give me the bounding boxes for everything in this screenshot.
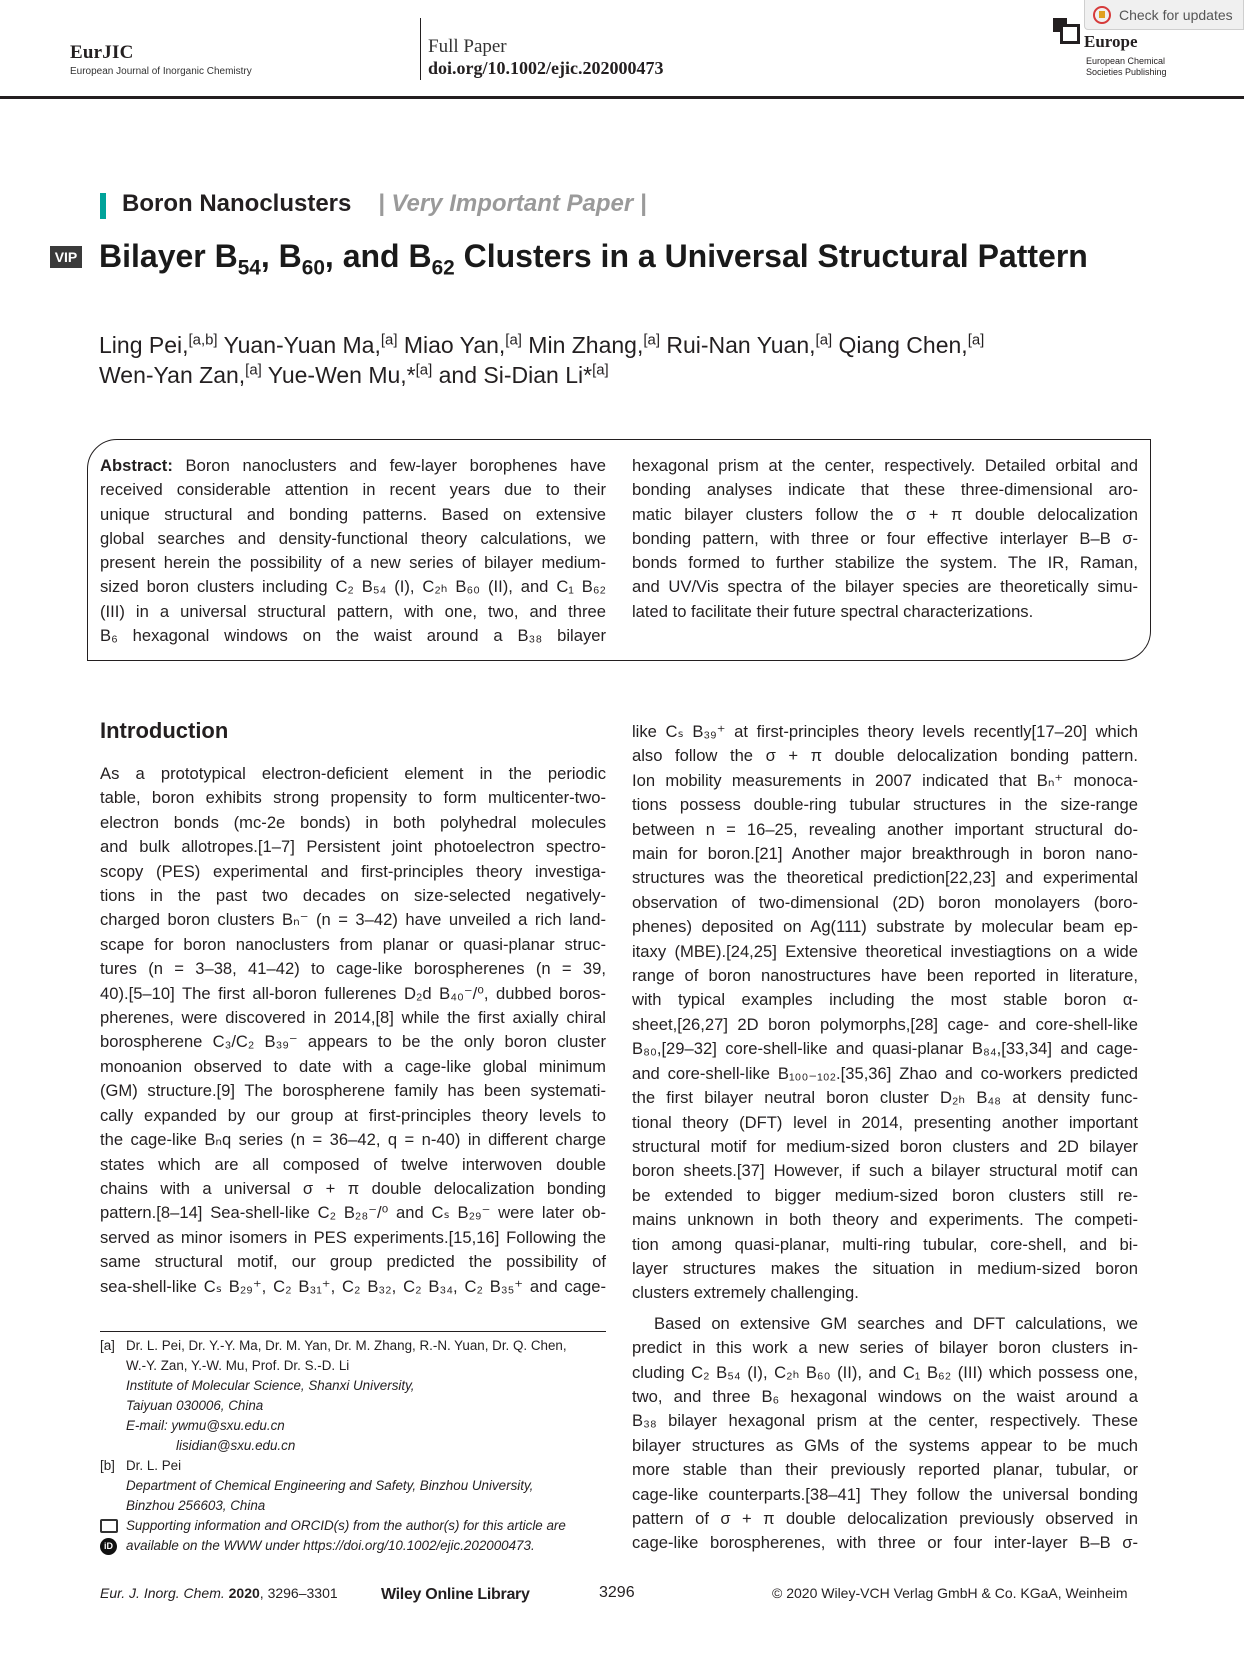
abstract-line: bonding analyses indicate that these three-dimensional aro- [632,480,1138,500]
body-line: pattern of σ + π double delocalization previously observed in [632,1509,1138,1528]
author-name: Yuan-Yuan Ma, [217,332,381,358]
abstract-line: received considerable attention in recent years due to their [100,480,606,500]
body-line: scape for boron nanoclusters from planar or quasi-planar struc- [100,934,606,954]
introduction-heading: Introduction [100,718,229,743]
body-line: borospherene C₃/C₂ B₃₉⁻ appears to be the only boron cluster [100,1032,606,1052]
abstract-label: Abstract: [100,456,173,475]
supporting-info-note [100,1516,620,1536]
email-line[interactable]: lisidian@sxu.edu.cn [176,1438,296,1453]
abstract-line: bonds formed to further stabilize the system. The IR, Raman, [632,553,1138,573]
author-name: Qiang Chen, [832,332,968,358]
header-divider [420,18,421,80]
body-line: the first bilayer neutral boron cluster D₂ₕ B₄₈ at density func- [632,1088,1138,1108]
abstract-line: hexagonal prism at the center, respectively. Detailed orbital and [632,456,1138,475]
journal-full-name: European Journal of Inorganic Chemistry [70,66,252,77]
footnote-tag: [a] [100,1338,115,1353]
body-line: main for boron.[21] Another major breakthrough in boron nano- [632,844,1138,864]
email-line[interactable]: E-mail: ywmu@sxu.edu.cn [126,1418,285,1433]
body-line: predict in this work a new series of bilayer boron clusters in- [632,1338,1138,1358]
author-name: Ling Pei, [99,332,189,358]
abstract-line: present herein the possibility of a new series of bilayer medium- [100,553,606,573]
footnote-line: Department of Chemical Engineering and Safety, Binzhou University, [126,1478,534,1493]
left-body-column [100,762,606,1299]
body-line: electron bonds (mc-2e bonds) in both polyhedral molecules [100,812,606,832]
title-part: Bilayer B [99,238,238,274]
author-affiliation: [a] [643,331,660,349]
section-label: Boron Nanoclusters [122,190,352,217]
vip-label: | Very Important Paper | [378,190,647,217]
title-part: , B [260,238,302,274]
body-line: two, and three B₆ hexagonal windows on the waist around a [632,1386,1138,1406]
body-line: served as minor isomers in PES experiments.[15,16] Following the [100,1227,606,1247]
author-affiliation: [a] [380,331,398,349]
author-affiliation: [a] [505,331,522,349]
abstract-line: B₆ hexagonal windows on the waist around a B₃₈ bilayer [100,626,606,646]
title-subscript: 62 [431,256,455,280]
abstract-line: unique structural and bonding patterns. Based on extensive [100,504,606,524]
supporting-info-link[interactable]: available on the WWW under https://doi.org/10.1002/ejic.202000473. [126,1538,535,1553]
title-part: Clusters in a Universal Structural Pattern [454,238,1088,274]
title-subscript: 60 [301,256,325,280]
abstract-line [100,454,606,478]
supporting-information-icon [100,1519,118,1533]
body-line: layer structures makes the situation in medium-sized boron [632,1258,1138,1278]
body-line: more stable than their previously reported planar, tubular, or [632,1460,1138,1480]
body-line: phenes) deposited on Ag(111) substrate by molecular beam ep- [632,917,1138,937]
body-line: observation of two-dimensional (2D) boron monolayers (boro- [632,892,1138,912]
body-line: structural motif for medium-sized boron clusters and 2D bilayer [632,1136,1138,1156]
body-line: itaxy (MBE).[24,25] Extensive theoretical investiagtions on a wide [632,941,1138,961]
body-line: between n = 16–25, revealing another important structural do- [632,819,1138,839]
body-line: chains with a universal σ + π double delocalization bonding [100,1178,606,1198]
title-part: , and B [324,238,432,274]
footnote-line: Dr. L. Pei, Dr. Y.-Y. Ma, Dr. M. Yan, Dr. M. Zhang, R.-N. Yuan, Dr. Q. Chen, [126,1338,567,1353]
chempubsoc-logo-frame-icon [1060,24,1080,44]
body-line: sea-shell-like Cₛ B₂₉⁺, C₂ B₃₁⁺, C₂ B₃₂, C₂ B₃₄, C₂ B₃₅⁺ and cage- [100,1276,606,1296]
abstract-line: lated to facilitate their future spectral characterizations. [632,601,1034,621]
body-line: and core-shell-like B₁₀₀₋₁₀₂.[35,36] Zhao and co-workers predicted [632,1063,1138,1083]
body-line: B₃₈ bilayer hexagonal prism at the center, respectively. These [632,1411,1138,1431]
body-line: Based on extensive GM searches and DFT calculations, we [654,1313,1138,1333]
author-affiliation: [a] [245,361,262,379]
orcid-note [100,1536,620,1556]
body-line: be extended to bigger medium-sized boron clusters still re- [632,1185,1138,1205]
affiliations-footnote [100,1336,620,1556]
body-line: like Cₛ B₃₉⁺ at first-principles theory levels recently[17–20] which [632,722,1138,741]
footnote-line: Supporting information and ORCID(s) from the author(s) for this article are [126,1518,566,1533]
affiliation-b [100,1456,620,1516]
footnote-line: Institute of Molecular Science, Shanxi University, [126,1378,415,1393]
footnote-line: Dr. L. Pei [126,1458,182,1473]
abstract-line: sized boron clusters including C₂ B₅₄ (I), C₂ₕ B₆₀ (II), and C₁ B₆₂ [100,577,606,597]
body-line: the cage-like Bₙq series (n = 36–42, q = n-40) in different charge [100,1130,606,1150]
footnote-line: Taiyuan 030006, China [126,1398,264,1413]
wiley-online-library-link[interactable]: Wiley Online Library [381,1586,530,1603]
abstract-left-column [100,454,606,648]
publisher-subtitle [1086,56,1167,78]
article-type: Full Paper [428,36,507,57]
check-for-updates-button[interactable] [1084,0,1244,30]
journal-abbreviation: EurJIC [70,42,134,63]
author-affiliation: [a,b] [188,331,218,349]
body-line: tional theory (DFT) level in 2014, presenting another important [632,1112,1138,1132]
body-line: cally expanded by our group at first-principles theory levels to [100,1105,606,1125]
right-body-column [632,720,1138,1556]
body-line: tions possess double-ring tubular structures in the size-range [632,795,1138,815]
abstract-line: (III) in a universal structural pattern, with one, two, and three [100,601,606,621]
vip-badge: VIP [50,246,82,268]
body-line: same structural motif, our group predicted the possibility of [100,1252,606,1272]
footnote-line: W.-Y. Zan, Y.-W. Mu, Prof. Dr. S.-D. Li [126,1358,350,1373]
body-line: Ion mobility measurements in 2007 indicated that Bₙ⁺ monoca- [632,770,1138,790]
body-line: sheet,[26,27] 2D boron polymorphs,[28] cage- and core-shell-like [632,1014,1138,1034]
author-name: Wen-Yan Zan, [99,362,246,388]
footnote-tag: [b] [100,1458,115,1473]
publisher-subtitle-line: European Chemical [1086,56,1166,66]
body-line: monoanion observed to date with a cage-like global minimum [100,1056,606,1076]
body-line: cage-like counterparts.[38–41] They follow the universal bonding [632,1484,1138,1504]
body-line: cluding C₂ B₅₄ (I), C₂ₕ B₆₀ (II), and C₁ B₆₂ (III) which possess one, [632,1362,1138,1382]
author-affiliation: [a] [592,361,609,379]
body-line: table, boron exhibits strong propensity to form multicenter-two- [100,788,606,808]
body-line: As a prototypical electron-deficient element in the periodic [100,764,606,783]
page-number: 3296 [599,1584,635,1601]
footer-year: 2020 [228,1585,260,1601]
body-line: boron sheets.[37] However, if such a bilayer structural motif can [632,1161,1138,1181]
affiliation-a [100,1336,620,1456]
abstract-line: global searches and density-functional theory calculations, we [100,528,606,548]
body-line: pattern.[8–14] Sea-shell-like C₂ B₂₈⁻/⁰ and Cₛ B₂₉⁻ were later ob- [100,1203,606,1223]
footer-citation [100,1585,338,1601]
body-line: tures (n = 3–38, 41–42) to cage-like borospherenes (n = 39, [100,959,606,979]
body-line: B₈₀,[29–32] core-shell-like and quasi-planar B₈₄,[33,34] and cage- [632,1039,1138,1059]
body-line: range of boron nanostructures have been reported in literature, [632,966,1138,986]
body-line: 40).[5–10] The first all-boron fullerenes D₂d B₄₀⁻/⁰, dubbed boros- [100,983,606,1003]
abstract-line: bonding pattern, with three or four effective interlayer B–B σ- [632,528,1138,548]
footnote-rule [100,1331,606,1332]
orcid-icon: iD [100,1538,117,1555]
paragraph [632,720,1138,1306]
body-line: clusters extremely challenging. [632,1283,859,1303]
abstract-text: Boron nanoclusters and few-layer borophenes have [172,456,606,475]
body-line: structures was the theoretical prediction[22,23] and experimental [632,868,1138,888]
abstract-line: and UV/Vis spectra of the bilayer species are theoretically simu- [632,577,1138,597]
body-line: (GM) structure.[9] The borospherene family has been systemati- [100,1081,606,1101]
author-name: Yue-Wen Mu,* [261,362,416,388]
copyright: © 2020 Wiley-VCH Verlag GmbH & Co. KGaA, Weinheim [772,1585,1128,1601]
body-line: charged boron clusters Bₙ⁻ (n = 3–42) have unveiled a rich land- [100,910,606,930]
publisher-subtitle-line: Societies Publishing [1086,67,1167,77]
author-affiliation: [a] [415,361,433,379]
section-marker [100,193,106,219]
body-line: mains unknown in both theory and experiments. The competi- [632,1210,1138,1230]
body-line: tions in the past two decades on size-selected negatively- [100,886,606,906]
author-name: Miao Yan, [397,332,506,358]
author-name: Min Zhang, [521,332,644,358]
body-line: pherenes, were discovered in 2014,[8] while the first axially chiral [100,1008,606,1028]
header-rule [0,96,1244,99]
body-line: tion among quasi-planar, multi-ring tubular, core-shell, and bi- [632,1234,1138,1254]
body-line: with typical examples including the most stable boron α- [632,990,1138,1010]
author-affiliation: [a] [815,331,833,349]
author-list [99,330,1179,390]
body-line: cage-like borospherenes, with three or four inter-layer B–B σ- [632,1533,1138,1553]
body-line: states which are all composed of twelve interwoven double [100,1154,606,1174]
author-name: and Si-Dian Li* [432,362,593,388]
footer-pages: , 3296–3301 [259,1585,338,1601]
publisher-name: Europe [1084,32,1138,51]
paper-title [99,236,1179,280]
body-line: scopy (PES) experimental and first-principles theory investiga- [100,861,606,881]
author-affiliation: [a] [967,331,985,349]
doi-link[interactable]: doi.org/10.1002/ejic.202000473 [428,58,664,78]
title-subscript: 54 [237,256,261,280]
check-for-updates-label: Check for updates [1119,6,1233,23]
footnote-line: Binzhou 256603, China [126,1498,266,1513]
body-line: also follow the σ + π double delocalization bonding pattern. [632,746,1138,766]
paragraph [632,1312,1138,1556]
abstract-right-column [632,454,1138,624]
footer-journal: Eur. J. Inorg. Chem. [100,1585,225,1601]
crossmark-icon [1093,6,1111,24]
author-name: Rui-Nan Yuan, [659,332,816,358]
body-line: and bulk allotropes.[1–7] Persistent joint photoelectron spectro- [100,837,606,857]
body-line: bilayer structures as GMs of the systems appear to be much [632,1435,1138,1455]
abstract-line: matic bilayer clusters follow the σ + π double delocalization [632,504,1138,524]
